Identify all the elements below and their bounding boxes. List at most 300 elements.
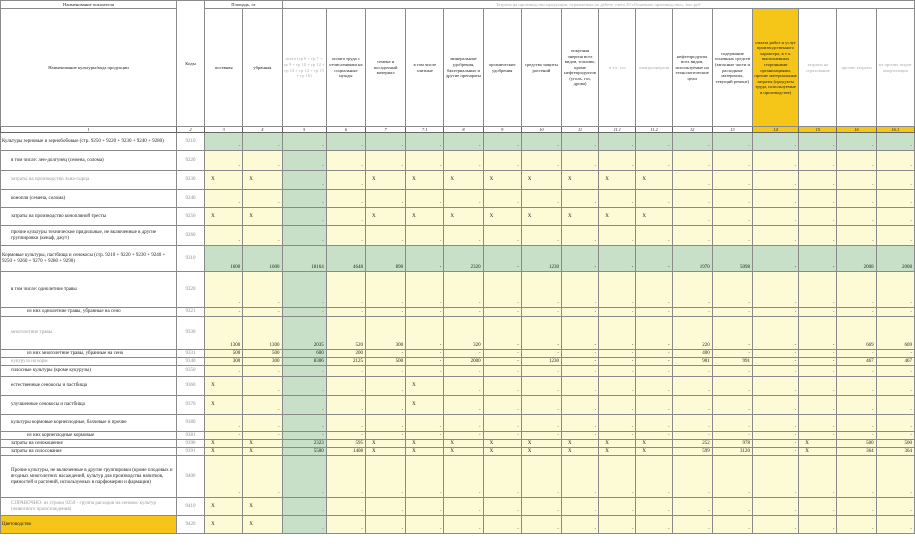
value-cell[interactable]: - [326, 272, 365, 308]
value-cell[interactable]: - [876, 226, 914, 246]
value-cell[interactable]: X [205, 171, 243, 190]
value-cell[interactable]: X [521, 171, 561, 190]
value-cell[interactable]: - [562, 432, 599, 440]
value-cell[interactable]: - [636, 498, 672, 516]
value-cell[interactable]: X [636, 208, 672, 226]
value-cell[interactable]: - [483, 272, 521, 308]
value-cell[interactable]: - [521, 396, 561, 415]
value-cell[interactable]: - [521, 226, 561, 246]
value-cell[interactable]: - [837, 366, 876, 377]
value-cell[interactable]: - [282, 456, 326, 498]
value-cell[interactable]: - [876, 151, 914, 171]
value-cell[interactable]: - [712, 432, 752, 440]
value-cell[interactable]: - [753, 133, 799, 151]
value-cell[interactable]: - [799, 350, 837, 358]
value-cell[interactable]: 669 [837, 317, 876, 350]
value-cell[interactable]: - [837, 516, 876, 534]
value-cell[interactable]: 252 [672, 440, 712, 448]
value-cell[interactable]: - [483, 133, 521, 151]
value-cell[interactable]: - [521, 151, 561, 171]
value-cell[interactable]: - [672, 272, 712, 308]
value-cell[interactable]: - [326, 190, 365, 208]
value-cell[interactable]: - [636, 190, 672, 208]
value-cell[interactable]: - [521, 133, 561, 151]
value-cell[interactable]: - [599, 308, 636, 317]
value-cell[interactable]: - [712, 190, 752, 208]
value-cell[interactable]: - [753, 317, 799, 350]
value-cell[interactable]: - [444, 516, 483, 534]
value-cell[interactable]: - [562, 498, 599, 516]
value-cell[interactable]: - [712, 171, 752, 190]
value-cell[interactable]: - [636, 317, 672, 350]
value-cell[interactable]: - [799, 171, 837, 190]
value-cell[interactable]: - [599, 151, 636, 171]
value-cell[interactable]: - [282, 396, 326, 415]
value-cell[interactable]: - [876, 350, 914, 358]
value-cell[interactable]: - [837, 456, 876, 498]
value-cell[interactable]: - [753, 516, 799, 534]
value-cell[interactable]: - [562, 246, 599, 272]
value-cell[interactable]: - [599, 498, 636, 516]
value-cell[interactable]: 2035 [282, 317, 326, 350]
value-cell[interactable]: - [672, 396, 712, 415]
value-cell[interactable]: - [672, 516, 712, 534]
value-cell[interactable]: - [243, 377, 282, 396]
value-cell[interactable]: - [562, 377, 599, 396]
value-cell[interactable]: - [599, 133, 636, 151]
value-cell[interactable]: - [365, 151, 405, 171]
value-cell[interactable]: - [799, 317, 837, 350]
value-cell[interactable]: - [753, 358, 799, 366]
value-cell[interactable]: - [672, 226, 712, 246]
value-cell[interactable]: - [365, 308, 405, 317]
value-cell[interactable]: - [599, 456, 636, 498]
value-cell[interactable]: X [406, 208, 444, 226]
value-cell[interactable]: - [365, 350, 405, 358]
value-cell[interactable]: 1600 [205, 246, 243, 272]
value-cell[interactable]: - [282, 190, 326, 208]
value-cell[interactable]: - [205, 366, 243, 377]
value-cell[interactable]: - [636, 308, 672, 317]
value-cell[interactable]: - [521, 366, 561, 377]
value-cell[interactable]: - [599, 226, 636, 246]
value-cell[interactable]: X [406, 440, 444, 448]
value-cell[interactable]: - [444, 350, 483, 358]
value-cell[interactable]: - [599, 358, 636, 366]
value-cell[interactable]: - [365, 415, 405, 432]
value-cell[interactable]: - [753, 377, 799, 396]
value-cell[interactable]: - [799, 516, 837, 534]
value-cell[interactable]: - [562, 151, 599, 171]
value-cell[interactable]: 300 [243, 358, 282, 366]
value-cell[interactable]: - [672, 151, 712, 171]
value-cell[interactable]: - [326, 171, 365, 190]
value-cell[interactable]: - [876, 308, 914, 317]
value-cell[interactable]: - [282, 272, 326, 308]
value-cell[interactable]: - [712, 350, 752, 358]
value-cell[interactable]: X [205, 208, 243, 226]
value-cell[interactable]: 978 [712, 440, 752, 448]
value-cell[interactable]: - [636, 151, 672, 171]
value-cell[interactable]: - [326, 498, 365, 516]
value-cell[interactable]: - [636, 396, 672, 415]
value-cell[interactable]: - [406, 432, 444, 440]
value-cell[interactable]: - [837, 272, 876, 308]
value-cell[interactable]: X [521, 440, 561, 448]
value-cell[interactable]: X [205, 377, 243, 396]
value-cell[interactable]: - [636, 133, 672, 151]
value-cell[interactable]: X [521, 448, 561, 456]
value-cell[interactable]: - [799, 272, 837, 308]
value-cell[interactable]: - [837, 208, 876, 226]
value-cell[interactable]: - [205, 308, 243, 317]
value-cell[interactable]: - [365, 272, 405, 308]
value-cell[interactable]: 4648 [326, 246, 365, 272]
value-cell[interactable]: - [483, 190, 521, 208]
value-cell[interactable]: - [837, 190, 876, 208]
value-cell[interactable]: - [444, 272, 483, 308]
value-cell[interactable]: - [562, 190, 599, 208]
value-cell[interactable]: - [799, 190, 837, 208]
value-cell[interactable]: - [876, 396, 914, 415]
value-cell[interactable]: - [799, 308, 837, 317]
value-cell[interactable]: - [365, 377, 405, 396]
value-cell[interactable]: - [243, 415, 282, 432]
value-cell[interactable]: - [483, 350, 521, 358]
value-cell[interactable]: - [483, 516, 521, 534]
value-cell[interactable]: - [562, 516, 599, 534]
value-cell[interactable]: 467 [837, 358, 876, 366]
value-cell[interactable]: - [483, 377, 521, 396]
value-cell[interactable]: - [799, 151, 837, 171]
value-cell[interactable]: - [712, 133, 752, 151]
value-cell[interactable]: - [753, 498, 799, 516]
value-cell[interactable]: - [799, 358, 837, 366]
value-cell[interactable]: - [406, 133, 444, 151]
value-cell[interactable]: 500 [205, 350, 243, 358]
value-cell[interactable]: 2008 [876, 246, 914, 272]
value-cell[interactable]: - [521, 350, 561, 358]
value-cell[interactable]: - [562, 456, 599, 498]
value-cell[interactable]: - [282, 498, 326, 516]
value-cell[interactable]: - [753, 456, 799, 498]
value-cell[interactable]: - [326, 432, 365, 440]
value-cell[interactable]: - [406, 317, 444, 350]
value-cell[interactable]: - [837, 171, 876, 190]
value-cell[interactable]: - [521, 190, 561, 208]
value-cell[interactable]: - [365, 456, 405, 498]
value-cell[interactable]: 467 [876, 358, 914, 366]
value-cell[interactable]: - [753, 440, 799, 448]
value-cell[interactable]: - [753, 308, 799, 317]
value-cell[interactable]: - [406, 456, 444, 498]
value-cell[interactable]: - [326, 415, 365, 432]
value-cell[interactable]: - [205, 456, 243, 498]
value-cell[interactable]: X [599, 440, 636, 448]
value-cell[interactable]: - [205, 226, 243, 246]
value-cell[interactable]: X [562, 448, 599, 456]
value-cell[interactable]: - [282, 308, 326, 317]
value-cell[interactable]: - [753, 415, 799, 432]
value-cell[interactable]: - [483, 358, 521, 366]
value-cell[interactable]: - [444, 151, 483, 171]
value-cell[interactable]: X [562, 440, 599, 448]
value-cell[interactable]: - [712, 415, 752, 432]
value-cell[interactable]: - [483, 308, 521, 317]
value-cell[interactable]: - [282, 208, 326, 226]
value-cell[interactable]: - [599, 317, 636, 350]
value-cell[interactable]: - [326, 226, 365, 246]
value-cell[interactable]: - [712, 516, 752, 534]
value-cell[interactable]: 400 [672, 350, 712, 358]
value-cell[interactable]: - [876, 208, 914, 226]
value-cell[interactable]: - [562, 358, 599, 366]
value-cell[interactable]: - [444, 396, 483, 415]
value-cell[interactable]: 300 [365, 317, 405, 350]
value-cell[interactable]: X [406, 448, 444, 456]
value-cell[interactable]: X [243, 498, 282, 516]
value-cell[interactable]: 500 [837, 440, 876, 448]
value-cell[interactable]: - [876, 272, 914, 308]
value-cell[interactable]: 1408 [326, 448, 365, 456]
value-cell[interactable]: 220 [672, 317, 712, 350]
value-cell[interactable]: - [753, 396, 799, 415]
value-cell[interactable]: - [483, 432, 521, 440]
value-cell[interactable]: - [753, 272, 799, 308]
value-cell[interactable]: 890 [365, 246, 405, 272]
value-cell[interactable]: - [837, 415, 876, 432]
value-cell[interactable]: X [205, 448, 243, 456]
value-cell[interactable]: - [799, 208, 837, 226]
value-cell[interactable]: 1600 [243, 246, 282, 272]
value-cell[interactable]: - [753, 208, 799, 226]
value-cell[interactable]: - [712, 317, 752, 350]
value-cell[interactable]: - [876, 456, 914, 498]
value-cell[interactable]: - [837, 308, 876, 317]
value-cell[interactable]: X [599, 448, 636, 456]
value-cell[interactable]: - [243, 151, 282, 171]
value-cell[interactable]: - [444, 226, 483, 246]
value-cell[interactable]: X [799, 448, 837, 456]
value-cell[interactable]: X [444, 440, 483, 448]
value-cell[interactable]: - [753, 432, 799, 440]
value-cell[interactable]: - [406, 272, 444, 308]
value-cell[interactable]: - [243, 226, 282, 246]
value-cell[interactable]: 500 [876, 440, 914, 448]
value-cell[interactable]: - [562, 272, 599, 308]
value-cell[interactable]: - [799, 432, 837, 440]
value-cell[interactable]: - [521, 377, 561, 396]
value-cell[interactable]: - [521, 456, 561, 498]
value-cell[interactable]: 3120 [712, 448, 752, 456]
value-cell[interactable]: - [205, 432, 243, 440]
value-cell[interactable]: X [483, 440, 521, 448]
value-cell[interactable]: - [636, 432, 672, 440]
value-cell[interactable]: - [205, 415, 243, 432]
value-cell[interactable]: - [282, 516, 326, 534]
value-cell[interactable]: - [562, 308, 599, 317]
value-cell[interactable]: - [243, 308, 282, 317]
value-cell[interactable]: - [521, 272, 561, 308]
value-cell[interactable]: - [483, 396, 521, 415]
value-cell[interactable]: - [243, 133, 282, 151]
value-cell[interactable]: 364 [837, 448, 876, 456]
value-cell[interactable]: 1970 [672, 246, 712, 272]
value-cell[interactable]: - [599, 272, 636, 308]
value-cell[interactable]: - [599, 432, 636, 440]
value-cell[interactable]: - [636, 366, 672, 377]
value-cell[interactable]: X [205, 498, 243, 516]
value-cell[interactable]: - [712, 396, 752, 415]
value-cell[interactable]: - [876, 133, 914, 151]
value-cell[interactable]: - [406, 151, 444, 171]
value-cell[interactable]: - [483, 226, 521, 246]
value-cell[interactable]: - [712, 208, 752, 226]
value-cell[interactable]: X [599, 208, 636, 226]
value-cell[interactable]: - [562, 350, 599, 358]
value-cell[interactable]: - [799, 456, 837, 498]
value-cell[interactable]: X [243, 440, 282, 448]
value-cell[interactable]: - [672, 366, 712, 377]
value-cell[interactable]: - [599, 396, 636, 415]
value-cell[interactable]: X [243, 208, 282, 226]
value-cell[interactable]: - [753, 350, 799, 358]
value-cell[interactable]: - [326, 133, 365, 151]
value-cell[interactable]: X [365, 448, 405, 456]
value-cell[interactable]: 5500 [282, 448, 326, 456]
value-cell[interactable]: - [243, 366, 282, 377]
value-cell[interactable]: - [636, 456, 672, 498]
value-cell[interactable]: - [444, 377, 483, 396]
value-cell[interactable]: X [444, 208, 483, 226]
value-cell[interactable]: - [799, 377, 837, 396]
value-cell[interactable]: X [365, 440, 405, 448]
value-cell[interactable]: - [483, 246, 521, 272]
value-cell[interactable]: 1230 [521, 246, 561, 272]
value-cell[interactable]: - [712, 498, 752, 516]
value-cell[interactable]: - [562, 317, 599, 350]
value-cell[interactable]: - [562, 133, 599, 151]
value-cell[interactable]: - [753, 246, 799, 272]
value-cell[interactable]: - [712, 366, 752, 377]
value-cell[interactable]: - [205, 190, 243, 208]
value-cell[interactable]: - [562, 366, 599, 377]
value-cell[interactable]: - [444, 190, 483, 208]
value-cell[interactable]: - [799, 226, 837, 246]
value-cell[interactable]: X [599, 171, 636, 190]
value-cell[interactable]: - [326, 366, 365, 377]
value-cell[interactable]: X [799, 440, 837, 448]
value-cell[interactable]: - [282, 415, 326, 432]
value-cell[interactable]: - [406, 498, 444, 516]
value-cell[interactable]: 1300 [205, 317, 243, 350]
value-cell[interactable]: - [636, 377, 672, 396]
value-cell[interactable]: X [562, 171, 599, 190]
value-cell[interactable]: - [672, 190, 712, 208]
value-cell[interactable]: - [444, 432, 483, 440]
value-cell[interactable]: - [406, 350, 444, 358]
value-cell[interactable]: - [406, 366, 444, 377]
value-cell[interactable]: X [521, 208, 561, 226]
value-cell[interactable]: - [282, 151, 326, 171]
value-cell[interactable]: - [837, 432, 876, 440]
value-cell[interactable]: - [753, 226, 799, 246]
value-cell[interactable]: - [444, 456, 483, 498]
value-cell[interactable]: X [365, 171, 405, 190]
value-cell[interactable]: - [365, 366, 405, 377]
value-cell[interactable]: - [712, 151, 752, 171]
value-cell[interactable]: - [365, 190, 405, 208]
value-cell[interactable]: - [876, 415, 914, 432]
value-cell[interactable]: - [521, 432, 561, 440]
value-cell[interactable]: - [243, 272, 282, 308]
value-cell[interactable]: - [282, 366, 326, 377]
value-cell[interactable]: - [406, 358, 444, 366]
value-cell[interactable]: - [712, 226, 752, 246]
value-cell[interactable]: - [599, 415, 636, 432]
value-cell[interactable]: - [483, 317, 521, 350]
value-cell[interactable]: - [672, 415, 712, 432]
value-cell[interactable]: - [444, 498, 483, 516]
value-cell[interactable]: - [799, 366, 837, 377]
value-cell[interactable]: - [483, 366, 521, 377]
value-cell[interactable]: X [483, 171, 521, 190]
value-cell[interactable]: - [326, 208, 365, 226]
value-cell[interactable]: - [243, 432, 282, 440]
value-cell[interactable]: - [521, 317, 561, 350]
value-cell[interactable]: 500 [243, 350, 282, 358]
value-cell[interactable]: - [326, 456, 365, 498]
value-cell[interactable]: - [753, 171, 799, 190]
value-cell[interactable]: - [326, 396, 365, 415]
value-cell[interactable]: - [876, 516, 914, 534]
value-cell[interactable]: - [672, 208, 712, 226]
value-cell[interactable]: - [406, 516, 444, 534]
value-cell[interactable]: - [799, 415, 837, 432]
value-cell[interactable]: 2323 [282, 440, 326, 448]
value-cell[interactable]: - [282, 432, 326, 440]
value-cell[interactable]: - [365, 226, 405, 246]
value-cell[interactable]: - [636, 246, 672, 272]
value-cell[interactable]: 500 [365, 358, 405, 366]
value-cell[interactable]: - [483, 456, 521, 498]
value-cell[interactable]: - [799, 133, 837, 151]
value-cell[interactable]: - [205, 272, 243, 308]
value-cell[interactable]: 2320 [444, 246, 483, 272]
value-cell[interactable]: 1230 [521, 358, 561, 366]
value-cell[interactable]: - [636, 516, 672, 534]
value-cell[interactable]: 669 [876, 317, 914, 350]
value-cell[interactable]: - [599, 190, 636, 208]
value-cell[interactable]: 8306 [282, 358, 326, 366]
value-cell[interactable]: X [243, 171, 282, 190]
value-cell[interactable]: - [326, 151, 365, 171]
value-cell[interactable]: - [712, 377, 752, 396]
value-cell[interactable]: X [636, 448, 672, 456]
value-cell[interactable]: 595 [326, 440, 365, 448]
value-cell[interactable]: - [521, 498, 561, 516]
value-cell[interactable]: 18164 [282, 246, 326, 272]
value-cell[interactable]: - [599, 377, 636, 396]
value-cell[interactable]: - [365, 396, 405, 415]
value-cell[interactable]: X [444, 448, 483, 456]
value-cell[interactable]: - [562, 226, 599, 246]
value-cell[interactable]: - [365, 133, 405, 151]
value-cell[interactable]: - [406, 226, 444, 246]
value-cell[interactable]: 991 [712, 358, 752, 366]
value-cell[interactable]: 599 [672, 448, 712, 456]
value-cell[interactable]: - [243, 456, 282, 498]
